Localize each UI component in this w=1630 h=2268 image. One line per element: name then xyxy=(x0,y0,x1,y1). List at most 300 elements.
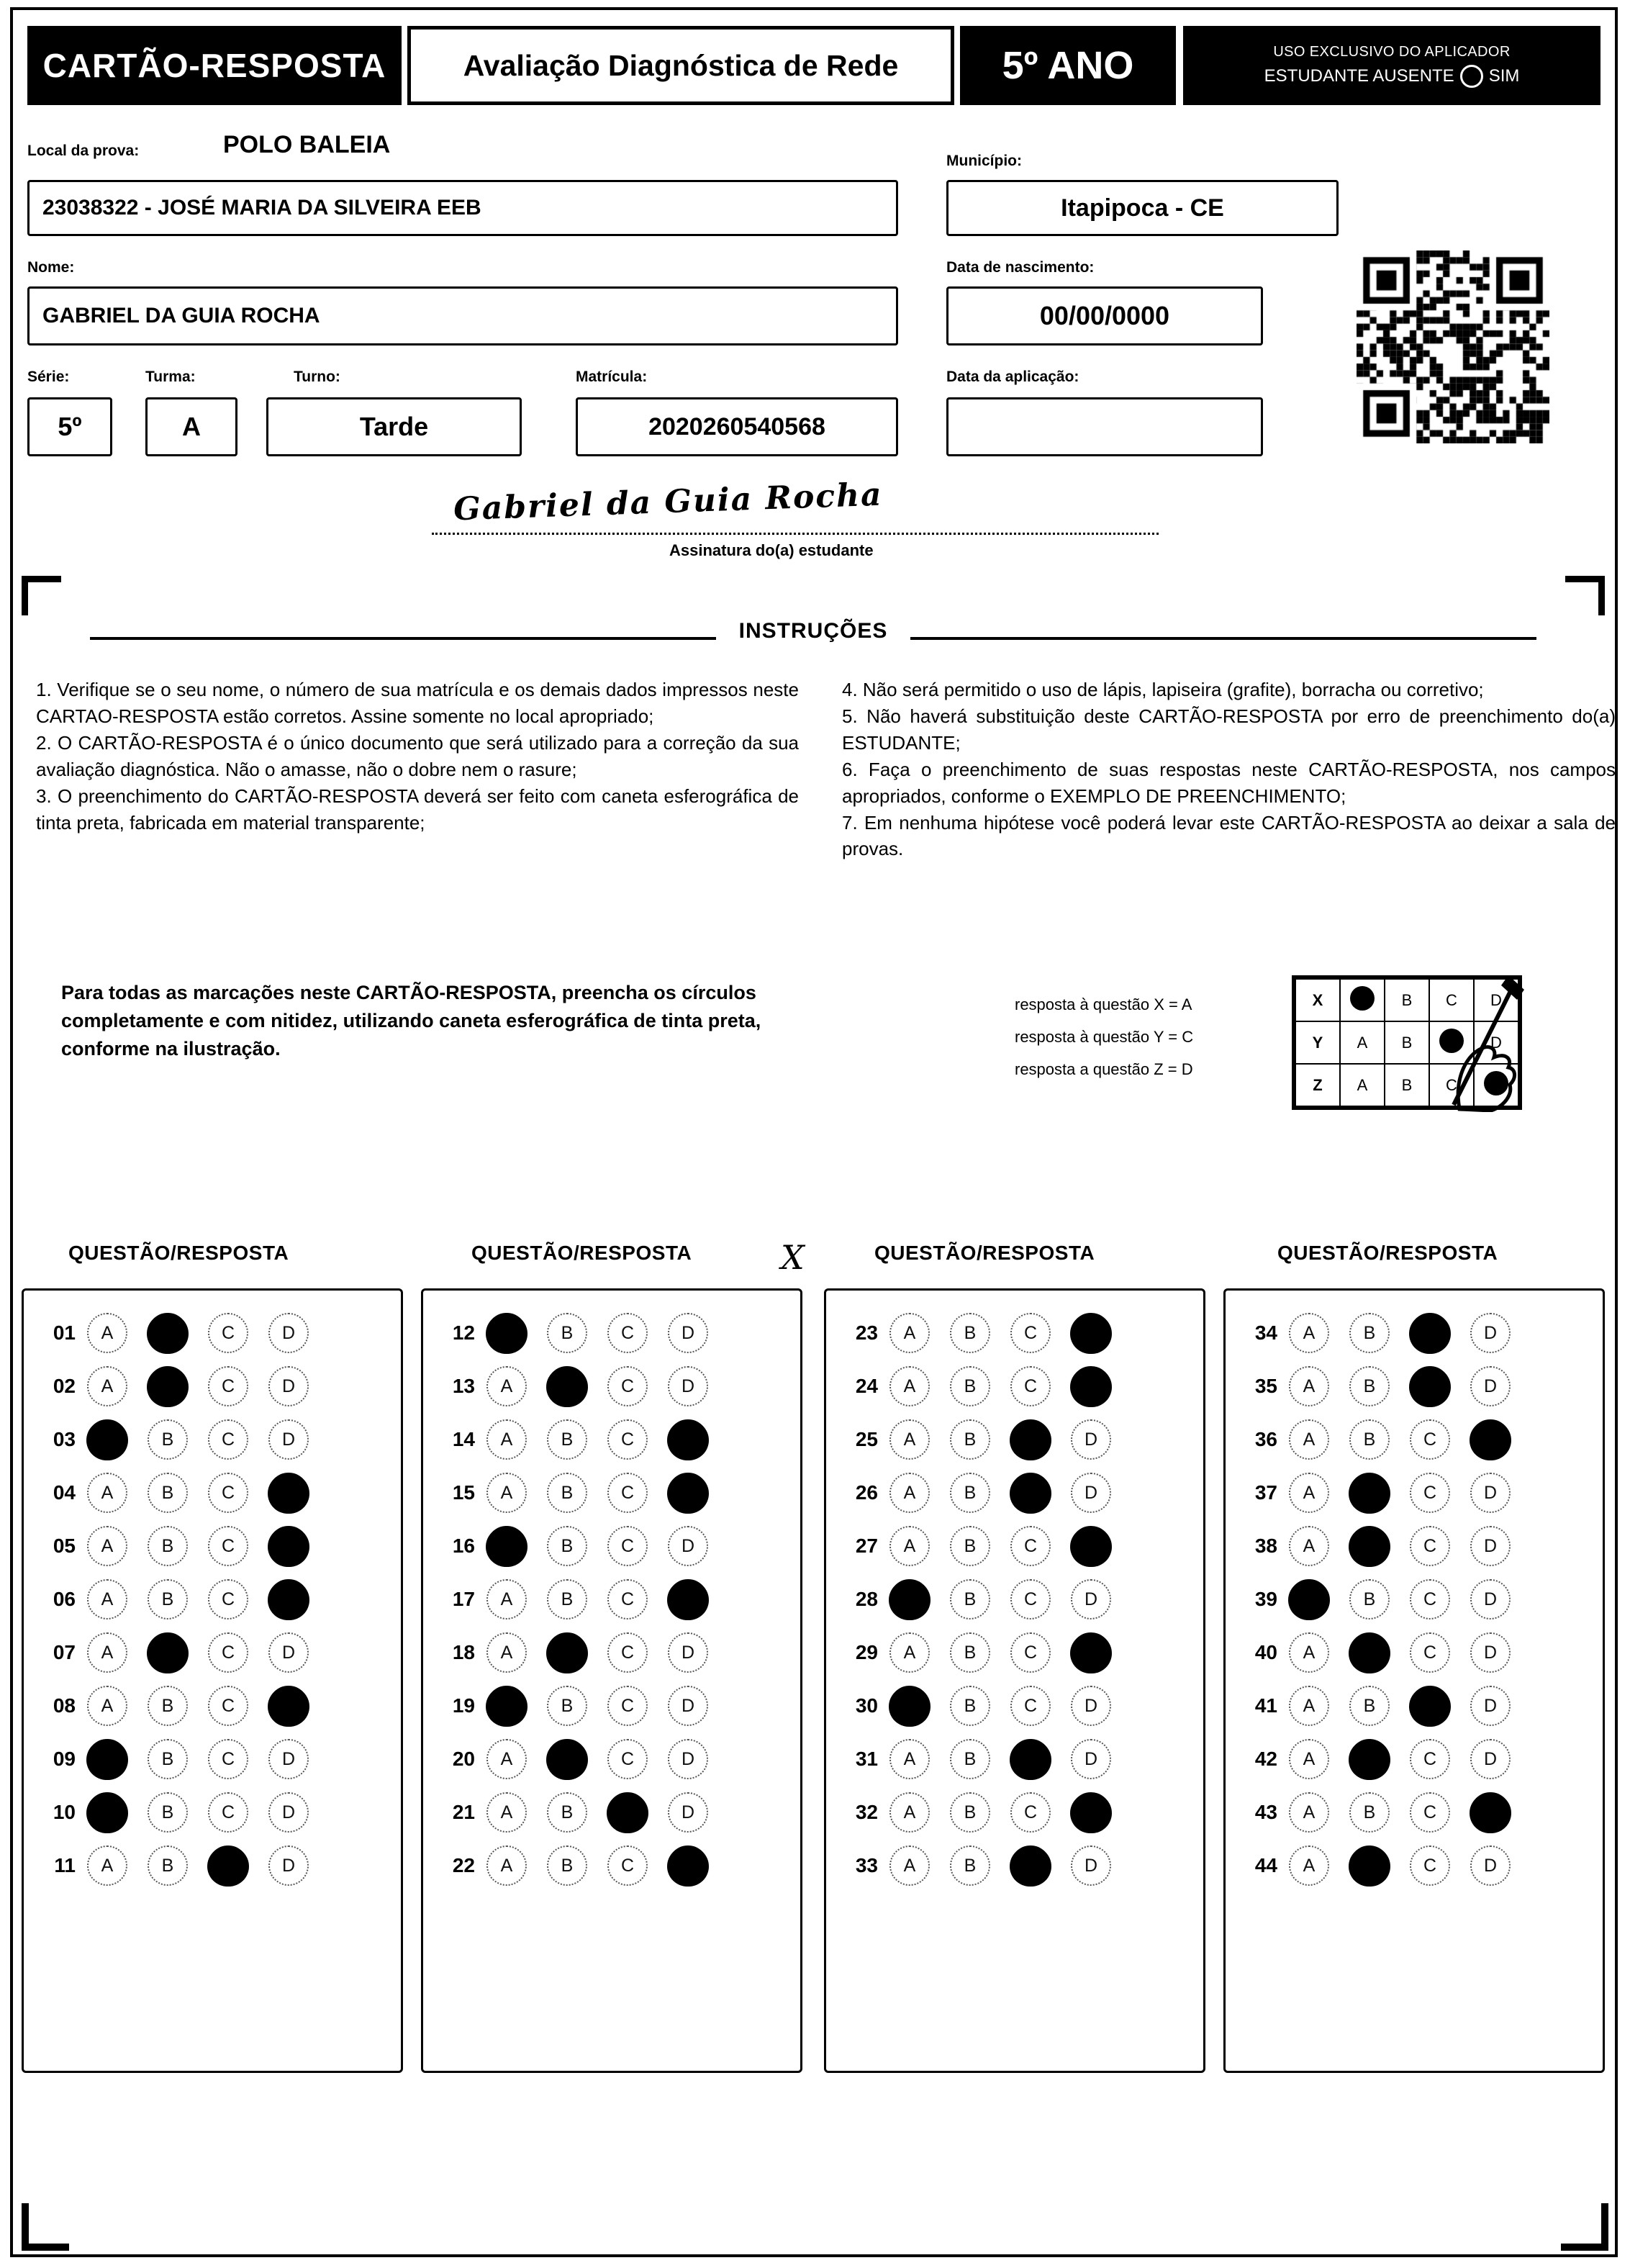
answer-bubble-d[interactable]: D xyxy=(1470,1473,1511,1513)
answer-bubble-a[interactable]: A xyxy=(486,1632,527,1673)
answer-bubble-b[interactable] xyxy=(1349,1526,1390,1566)
answer-bubble-d[interactable] xyxy=(1071,1632,1111,1673)
answer-bubble-b[interactable] xyxy=(1349,1632,1390,1673)
answer-row[interactable] xyxy=(1233,1360,1603,1413)
answer-bubble-c[interactable]: C xyxy=(607,1579,648,1619)
question-number: 16 xyxy=(452,1535,475,1557)
page-title: CARTÃO-RESPOSTA xyxy=(27,26,402,105)
answer-bubble-a[interactable]: A xyxy=(889,1526,930,1566)
answer-bubble-b[interactable]: B xyxy=(950,1686,990,1726)
answer-bubble-d[interactable]: D xyxy=(268,1419,309,1460)
answer-bubble-d[interactable]: D xyxy=(668,1632,708,1673)
answer-bubble-c[interactable] xyxy=(1010,1473,1051,1513)
answer-bubble-a[interactable]: A xyxy=(889,1632,930,1673)
answer-bubble-b[interactable]: B xyxy=(547,1579,587,1619)
answer-bubble-d[interactable]: D xyxy=(268,1792,309,1833)
question-number: 02 xyxy=(53,1375,76,1397)
turno-label: Turno: xyxy=(294,369,340,385)
answer-bubble-b[interactable]: B xyxy=(950,1473,990,1513)
answer-bubble-c[interactable] xyxy=(1010,1845,1051,1886)
answer-bubble-a[interactable]: A xyxy=(1289,1313,1329,1353)
answer-bubble-a[interactable]: A xyxy=(889,1313,930,1353)
answer-bubble-c[interactable] xyxy=(208,1845,248,1886)
answer-bubble-a[interactable]: A xyxy=(486,1366,527,1406)
answer-row[interactable] xyxy=(833,1306,1203,1360)
answers-column-4[interactable] xyxy=(1223,1288,1605,2073)
answer-bubble-b[interactable]: B xyxy=(148,1845,188,1886)
answer-row[interactable] xyxy=(31,1573,401,1626)
example-row-label: Z xyxy=(1295,1064,1340,1106)
answer-bubble-c[interactable]: C xyxy=(1410,1845,1450,1886)
answer-bubble-a[interactable] xyxy=(486,1313,527,1353)
question-number: 40 xyxy=(1254,1641,1277,1663)
answer-bubble-c[interactable]: C xyxy=(607,1313,648,1353)
answer-bubble-c[interactable] xyxy=(1010,1739,1051,1779)
answer-bubble-d[interactable] xyxy=(268,1526,309,1566)
answer-bubble-c[interactable]: C xyxy=(1010,1792,1051,1833)
answer-bubble-a[interactable]: A xyxy=(1289,1526,1329,1566)
answer-bubble-c[interactable] xyxy=(1410,1313,1450,1353)
answer-bubble-c[interactable]: C xyxy=(1410,1579,1450,1619)
answer-bubble-c[interactable]: C xyxy=(208,1366,248,1406)
answer-bubble-c[interactable]: C xyxy=(208,1739,248,1779)
answer-bubble-b[interactable]: B xyxy=(547,1845,587,1886)
answer-bubble-b[interactable]: B xyxy=(950,1579,990,1619)
answer-bubble-a[interactable]: A xyxy=(486,1792,527,1833)
answer-bubble-d[interactable]: D xyxy=(1071,1686,1111,1726)
answer-bubble-c[interactable] xyxy=(1410,1686,1450,1726)
answer-row[interactable] xyxy=(1233,1679,1603,1732)
answer-row[interactable] xyxy=(1233,1626,1603,1679)
answer-bubble-d[interactable]: D xyxy=(268,1739,309,1779)
answer-row[interactable] xyxy=(833,1466,1203,1519)
answer-bubble-d[interactable]: D xyxy=(668,1526,708,1566)
answer-bubble-d[interactable]: D xyxy=(1470,1845,1511,1886)
answers-column-header: QUESTÃO/RESPOSTA xyxy=(471,1242,692,1264)
answer-row[interactable] xyxy=(1233,1839,1603,1892)
instruction-item: 2. O CARTÃO-RESPOSTA é o único documento que será utilizado para a correção da sua avaliação diagnóstica. Não o amasse, não o dobre nem o rasure; xyxy=(36,731,799,780)
answer-bubble-b[interactable]: B xyxy=(547,1686,587,1726)
answer-bubble-d[interactable] xyxy=(1071,1313,1111,1353)
local-label: Local da prova: xyxy=(27,143,140,159)
question-number: 27 xyxy=(855,1535,878,1557)
answers-column-header: QUESTÃO/RESPOSTA xyxy=(68,1242,289,1264)
answer-bubble-a[interactable] xyxy=(87,1419,127,1460)
question-number: 29 xyxy=(855,1641,878,1663)
answer-bubble-d[interactable] xyxy=(268,1579,309,1619)
answer-bubble-c[interactable] xyxy=(1010,1419,1051,1460)
example-bubble: C xyxy=(1429,979,1474,1021)
filling-example xyxy=(1015,968,1533,1134)
answer-bubble-c[interactable]: C xyxy=(208,1419,248,1460)
applicator-box xyxy=(1183,26,1600,105)
nascimento-field: 00/00/0000 xyxy=(946,286,1263,345)
local-value: POLO BALEIA xyxy=(223,131,391,158)
answer-bubble-a[interactable]: A xyxy=(1289,1632,1329,1673)
answer-bubble-a[interactable]: A xyxy=(486,1473,527,1513)
answer-row[interactable] xyxy=(833,1519,1203,1573)
answer-bubble-a[interactable]: A xyxy=(87,1366,127,1406)
answer-bubble-d[interactable]: D xyxy=(1470,1739,1511,1779)
answer-bubble-a[interactable] xyxy=(889,1686,930,1726)
answer-bubble-b[interactable] xyxy=(1349,1473,1390,1513)
aplicacao-field xyxy=(946,397,1263,456)
answers-column-3[interactable] xyxy=(824,1288,1205,2073)
answer-bubble-a[interactable]: A xyxy=(889,1845,930,1886)
answer-bubble-d[interactable]: D xyxy=(668,1366,708,1406)
answer-bubble-c[interactable]: C xyxy=(208,1526,248,1566)
answer-row[interactable] xyxy=(833,1679,1203,1732)
answer-bubble-b[interactable]: B xyxy=(1349,1313,1390,1353)
answer-bubble-a[interactable]: A xyxy=(889,1792,930,1833)
answer-bubble-c[interactable]: C xyxy=(208,1792,248,1833)
answer-row[interactable] xyxy=(31,1360,401,1413)
answer-row[interactable] xyxy=(31,1413,401,1466)
answer-bubble-c[interactable]: C xyxy=(607,1419,648,1460)
question-number: 17 xyxy=(452,1588,475,1610)
answer-bubble-a[interactable]: A xyxy=(87,1632,127,1673)
question-number: 36 xyxy=(1254,1428,1277,1450)
answer-bubble-a[interactable]: A xyxy=(1289,1473,1329,1513)
answer-bubble-a[interactable]: A xyxy=(889,1419,930,1460)
answer-row[interactable] xyxy=(430,1466,800,1519)
answer-row[interactable] xyxy=(31,1786,401,1839)
answer-row[interactable] xyxy=(1233,1519,1603,1573)
answer-bubble-b[interactable] xyxy=(148,1366,188,1406)
answer-bubble-c[interactable]: C xyxy=(1010,1313,1051,1353)
question-number: 24 xyxy=(855,1375,878,1397)
answers-column-header: QUESTÃO/RESPOSTA xyxy=(874,1242,1095,1264)
answer-bubble-b[interactable]: B xyxy=(950,1419,990,1460)
answer-bubble-b[interactable]: B xyxy=(547,1313,587,1353)
answer-bubble-c[interactable]: C xyxy=(1410,1632,1450,1673)
matricula-label: Matrícula: xyxy=(576,369,648,385)
answer-bubble-d[interactable] xyxy=(268,1686,309,1726)
answer-bubble-d[interactable] xyxy=(1470,1419,1511,1460)
answer-bubble-d[interactable]: D xyxy=(1470,1579,1511,1619)
answer-bubble-b[interactable]: B xyxy=(950,1739,990,1779)
answer-bubble-b[interactable]: B xyxy=(148,1792,188,1833)
answer-bubble-c[interactable]: C xyxy=(208,1313,248,1353)
answer-bubble-d[interactable]: D xyxy=(268,1632,309,1673)
answer-bubble-d[interactable]: D xyxy=(1470,1366,1511,1406)
answer-bubble-c[interactable]: C xyxy=(1410,1473,1450,1513)
answer-bubble-c[interactable]: C xyxy=(607,1366,648,1406)
answer-bubble-b[interactable]: B xyxy=(950,1792,990,1833)
answer-bubble-c[interactable]: C xyxy=(1010,1579,1051,1619)
answer-row[interactable] xyxy=(833,1360,1203,1413)
answer-bubble-a[interactable]: A xyxy=(486,1739,527,1779)
question-number: 21 xyxy=(452,1801,475,1823)
answer-row[interactable] xyxy=(31,1679,401,1732)
answer-bubble-a[interactable] xyxy=(87,1739,127,1779)
answer-bubble-d[interactable] xyxy=(1071,1792,1111,1833)
answer-bubble-a[interactable]: A xyxy=(87,1313,127,1353)
answer-bubble-d[interactable]: D xyxy=(668,1739,708,1779)
turno-field: Tarde xyxy=(266,397,522,456)
answer-bubble-b[interactable]: B xyxy=(950,1313,990,1353)
answer-bubble-c[interactable] xyxy=(607,1792,648,1833)
answer-row[interactable] xyxy=(31,1519,401,1573)
answer-bubble-b[interactable] xyxy=(547,1632,587,1673)
answer-bubble-b[interactable] xyxy=(148,1632,188,1673)
question-number: 06 xyxy=(53,1588,76,1610)
answer-bubble-d[interactable]: D xyxy=(1071,1473,1111,1513)
nascimento-label: Data de nascimento: xyxy=(946,259,1095,276)
answer-bubble-b[interactable]: B xyxy=(1349,1686,1390,1726)
answer-bubble-d[interactable]: D xyxy=(268,1313,309,1353)
answer-bubble-c[interactable]: C xyxy=(607,1473,648,1513)
question-number: 31 xyxy=(855,1748,878,1770)
question-number: 33 xyxy=(855,1854,878,1876)
question-number: 38 xyxy=(1254,1535,1277,1557)
answer-bubble-b[interactable] xyxy=(1349,1739,1390,1779)
answer-row[interactable] xyxy=(430,1839,800,1892)
answer-bubble-d[interactable]: D xyxy=(1470,1313,1511,1353)
signature-handwriting: Gabriel da Guia Rocha xyxy=(453,476,884,528)
answer-row[interactable] xyxy=(1233,1466,1603,1519)
answer-row[interactable] xyxy=(430,1732,800,1786)
answer-bubble-a[interactable]: A xyxy=(87,1845,127,1886)
answer-bubble-a[interactable]: A xyxy=(87,1686,127,1726)
answer-row[interactable] xyxy=(430,1679,800,1732)
instruction-item: 3. O preenchimento do CARTÃO-RESPOSTA deverá ser feito com caneta esferográfica de tinta preta, fabricada em material transparente; xyxy=(36,785,799,833)
answer-bubble-a[interactable] xyxy=(486,1686,527,1726)
answer-bubble-d[interactable]: D xyxy=(268,1366,309,1406)
answer-bubble-a[interactable]: A xyxy=(1289,1845,1329,1886)
answer-bubble-b[interactable]: B xyxy=(148,1739,188,1779)
example-row-label: X xyxy=(1295,979,1340,1021)
answer-bubble-c[interactable]: C xyxy=(1410,1526,1450,1566)
question-number: 03 xyxy=(53,1428,76,1450)
answer-bubble-c[interactable]: C xyxy=(1410,1739,1450,1779)
answers-column-1[interactable] xyxy=(22,1288,403,2073)
question-number: 30 xyxy=(855,1694,878,1717)
answer-bubble-c[interactable]: C xyxy=(607,1686,648,1726)
answer-bubble-b[interactable]: B xyxy=(148,1419,188,1460)
question-number: 14 xyxy=(452,1428,475,1450)
answer-bubble-c[interactable]: C xyxy=(1010,1526,1051,1566)
question-number: 10 xyxy=(53,1801,76,1823)
answer-bubble-c[interactable]: C xyxy=(1010,1632,1051,1673)
answers-column-2[interactable] xyxy=(421,1288,802,2073)
answer-bubble-b[interactable] xyxy=(547,1366,587,1406)
answer-bubble-a[interactable]: A xyxy=(1289,1366,1329,1406)
question-number: 08 xyxy=(53,1694,76,1717)
answer-bubble-a[interactable]: A xyxy=(889,1739,930,1779)
answer-row[interactable] xyxy=(833,1626,1203,1679)
question-number: 42 xyxy=(1254,1748,1277,1770)
answer-bubble-b[interactable]: B xyxy=(148,1579,188,1619)
answer-row[interactable] xyxy=(430,1360,800,1413)
answer-bubble-b[interactable]: B xyxy=(1349,1579,1390,1619)
answer-bubble-c[interactable]: C xyxy=(607,1739,648,1779)
example-bubble: B xyxy=(1385,1064,1429,1106)
aplicacao-label: Data da aplicação: xyxy=(946,369,1079,385)
answer-bubble-c[interactable]: C xyxy=(208,1632,248,1673)
example-legend-line: resposta à questão Y = C xyxy=(1015,1028,1194,1047)
question-number: 37 xyxy=(1254,1481,1277,1504)
answer-bubble-a[interactable] xyxy=(1289,1579,1329,1619)
answer-bubble-a[interactable]: A xyxy=(486,1419,527,1460)
answer-row[interactable] xyxy=(1233,1732,1603,1786)
answer-bubble-c[interactable]: C xyxy=(607,1526,648,1566)
turma-field: A xyxy=(145,397,237,456)
answer-bubble-d[interactable] xyxy=(1071,1526,1111,1566)
question-number: 34 xyxy=(1254,1322,1277,1344)
answer-bubble-c[interactable]: C xyxy=(607,1845,648,1886)
answer-row[interactable] xyxy=(833,1732,1203,1786)
question-number: 01 xyxy=(53,1322,76,1344)
answer-bubble-c[interactable]: C xyxy=(1410,1419,1450,1460)
answer-bubble-a[interactable]: A xyxy=(889,1473,930,1513)
answer-bubble-a[interactable] xyxy=(87,1792,127,1833)
answer-row[interactable] xyxy=(430,1306,800,1360)
answer-bubble-a[interactable]: A xyxy=(87,1579,127,1619)
answer-bubble-b[interactable]: B xyxy=(950,1526,990,1566)
question-number: 35 xyxy=(1254,1375,1277,1397)
answer-bubble-d[interactable]: D xyxy=(668,1792,708,1833)
answer-row[interactable] xyxy=(1233,1306,1603,1360)
hand-pen-icon xyxy=(1446,968,1533,1112)
answer-bubble-b[interactable]: B xyxy=(547,1792,587,1833)
question-number: 20 xyxy=(452,1748,475,1770)
filling-note: Para todas as marcações neste CARTÃO-RESPOSTA, preencha os círculos completamente e com nitidez, utilizando caneta esferográfica de tinta preta, conforme na ilustração. xyxy=(61,982,761,1060)
answer-bubble-a[interactable] xyxy=(486,1526,527,1566)
answer-bubble-d[interactable]: D xyxy=(1470,1686,1511,1726)
student-absent-label: ESTUDANTE AUSENTE xyxy=(1264,65,1454,86)
corner-mark-bl xyxy=(22,2203,69,2251)
answer-bubble-c[interactable]: C xyxy=(208,1579,248,1619)
answer-row[interactable] xyxy=(833,1786,1203,1839)
answer-row[interactable] xyxy=(31,1306,401,1360)
answer-bubble-b[interactable]: B xyxy=(1349,1792,1390,1833)
instructions-left-column xyxy=(36,677,799,836)
answer-bubble-c[interactable]: C xyxy=(607,1632,648,1673)
answer-bubble-c[interactable]: C xyxy=(1410,1792,1450,1833)
question-number: 15 xyxy=(452,1481,475,1504)
question-number: 11 xyxy=(54,1854,76,1876)
grade-badge: 5º ANO xyxy=(960,26,1176,105)
answer-bubble-b[interactable]: B xyxy=(1349,1419,1390,1460)
answer-bubble-d[interactable] xyxy=(268,1473,309,1513)
absent-bubble[interactable] xyxy=(1460,65,1483,88)
answer-bubble-a[interactable]: A xyxy=(1289,1686,1329,1726)
answer-bubble-b[interactable]: B xyxy=(950,1845,990,1886)
answer-row[interactable] xyxy=(430,1413,800,1466)
exam-name: Avaliação Diagnóstica de Rede xyxy=(407,26,954,105)
answer-bubble-a[interactable]: A xyxy=(87,1473,127,1513)
answer-bubble-d[interactable]: D xyxy=(1470,1526,1511,1566)
answer-bubble-d[interactable] xyxy=(1470,1792,1511,1833)
answer-bubble-d[interactable] xyxy=(668,1419,708,1460)
answer-bubble-d[interactable] xyxy=(1071,1366,1111,1406)
answer-bubble-d[interactable] xyxy=(668,1473,708,1513)
answer-bubble-b[interactable]: B xyxy=(148,1526,188,1566)
answer-row[interactable] xyxy=(430,1519,800,1573)
answer-bubble-a[interactable]: A xyxy=(889,1366,930,1406)
answer-bubble-b[interactable]: B xyxy=(148,1686,188,1726)
example-bubble: D xyxy=(1474,1021,1518,1064)
answer-bubble-c[interactable]: C xyxy=(1010,1366,1051,1406)
answer-bubble-b[interactable]: B xyxy=(148,1473,188,1513)
answer-bubble-d[interactable]: D xyxy=(668,1313,708,1353)
answer-row[interactable] xyxy=(430,1626,800,1679)
answer-bubble-d[interactable]: D xyxy=(1071,1739,1111,1779)
answer-bubble-a[interactable]: A xyxy=(486,1845,527,1886)
serie-label: Série: xyxy=(27,369,70,385)
answer-bubble-d[interactable] xyxy=(668,1579,708,1619)
answer-bubble-c[interactable]: C xyxy=(208,1473,248,1513)
student-absent-row xyxy=(1264,65,1520,88)
answer-row[interactable] xyxy=(1233,1786,1603,1839)
answer-bubble-a[interactable]: A xyxy=(1289,1792,1329,1833)
question-number: 18 xyxy=(452,1641,475,1663)
question-number: 32 xyxy=(855,1801,878,1823)
answer-bubble-d[interactable]: D xyxy=(1071,1579,1111,1619)
answer-row[interactable] xyxy=(31,1626,401,1679)
answer-bubble-b[interactable]: B xyxy=(950,1632,990,1673)
answer-row[interactable] xyxy=(430,1786,800,1839)
question-number: 43 xyxy=(1254,1801,1277,1823)
answer-bubble-d[interactable]: D xyxy=(1071,1845,1111,1886)
answer-row[interactable] xyxy=(31,1839,401,1892)
answer-bubble-a[interactable]: A xyxy=(486,1579,527,1619)
question-number: 41 xyxy=(1254,1694,1277,1717)
answer-bubble-b[interactable] xyxy=(1349,1845,1390,1886)
answer-bubble-d[interactable]: D xyxy=(1071,1419,1111,1460)
answer-bubble-d[interactable]: D xyxy=(668,1686,708,1726)
answer-bubble-a[interactable]: A xyxy=(1289,1419,1329,1460)
answer-bubble-b[interactable] xyxy=(148,1313,188,1353)
answer-bubble-b[interactable] xyxy=(547,1739,587,1779)
answer-row[interactable] xyxy=(31,1466,401,1519)
answer-row[interactable] xyxy=(1233,1413,1603,1466)
answer-bubble-c[interactable]: C xyxy=(208,1686,248,1726)
answer-bubble-b[interactable]: B xyxy=(547,1419,587,1460)
answer-bubble-b[interactable]: B xyxy=(547,1473,587,1513)
answers-column-header: QUESTÃO/RESPOSTA xyxy=(1277,1242,1498,1264)
instructions-right-column xyxy=(842,677,1616,862)
example-bubble: A xyxy=(1340,1064,1385,1106)
answer-row[interactable] xyxy=(833,1839,1203,1892)
answer-bubble-b[interactable]: B xyxy=(950,1366,990,1406)
answer-bubble-a[interactable] xyxy=(889,1579,930,1619)
answer-bubble-d[interactable]: D xyxy=(1470,1632,1511,1673)
answer-row[interactable] xyxy=(31,1732,401,1786)
answer-row[interactable] xyxy=(833,1413,1203,1466)
answer-row[interactable] xyxy=(1233,1573,1603,1626)
answer-bubble-b[interactable]: B xyxy=(547,1526,587,1566)
question-number: 25 xyxy=(855,1428,878,1450)
answer-bubble-b[interactable]: B xyxy=(1349,1366,1390,1406)
answer-bubble-d[interactable]: D xyxy=(268,1845,309,1886)
answer-row[interactable] xyxy=(833,1573,1203,1626)
question-number: 07 xyxy=(53,1641,76,1663)
answer-bubble-d[interactable] xyxy=(668,1845,708,1886)
municipio-label: Município: xyxy=(946,153,1022,169)
nome-label: Nome: xyxy=(27,259,75,276)
answer-bubble-a[interactable]: A xyxy=(1289,1739,1329,1779)
instructions-section xyxy=(22,576,1616,1152)
answer-bubble-c[interactable] xyxy=(1410,1366,1450,1406)
answer-bubble-c[interactable]: C xyxy=(1010,1686,1051,1726)
instruction-item: 7. Em nenhuma hipótese você poderá levar este CARTÃO-RESPOSTA ao deixar a sala de provas. xyxy=(842,811,1616,860)
answer-bubble-a[interactable]: A xyxy=(87,1526,127,1566)
example-bubble: C xyxy=(1429,1064,1474,1106)
answer-row[interactable] xyxy=(430,1573,800,1626)
example-legend-line: resposta à questão X = A xyxy=(1015,995,1192,1013)
